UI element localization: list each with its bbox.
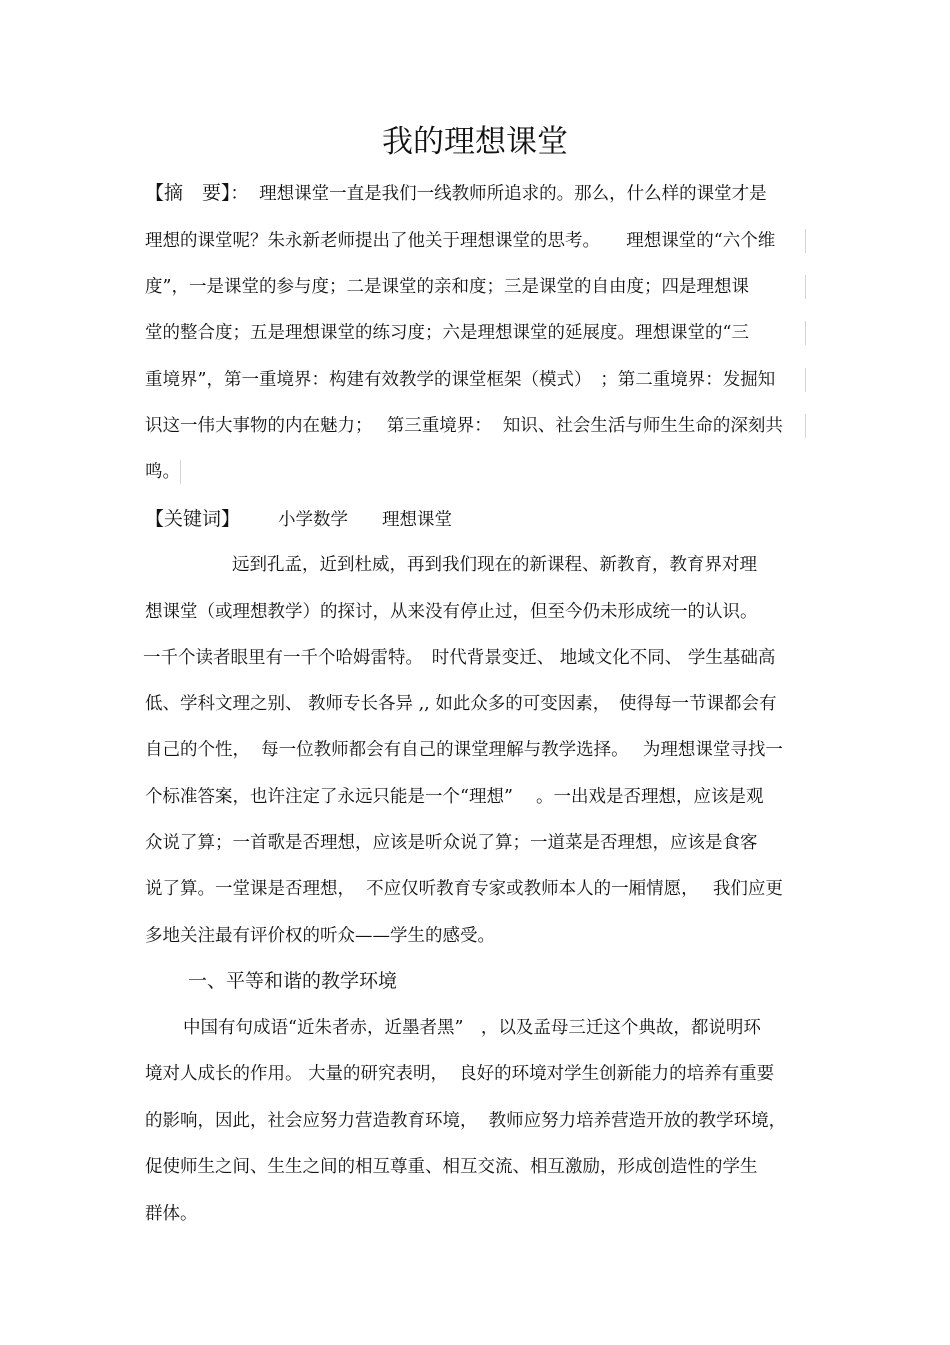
section-line-5: 群体。 [145, 1204, 198, 1224]
section-line-3: 的影响，因此，社会应努力营造教育环境， 教师应努力培养营造开放的教学环境， [145, 1111, 787, 1131]
intro-line-6: 个标准答案，也许注定了永远只能是一个“理想” 。一出戏是否理想，应该是观 [145, 787, 764, 807]
section-line-2: 境对人成长的作用。 大量的研究表明， 良好的环境对学生创新能力的培养有重要 [145, 1064, 775, 1084]
intro-line-9: 多地关注最有评价权的听众——学生的感受。 [145, 926, 495, 946]
keyword-item: 小学数学 [278, 510, 349, 530]
section-line-1: 中国有句成语“近朱者赤，近墨者黑” ，以及孟母三迁这个典故，都说明环 [183, 1018, 761, 1038]
keyword-item: 理想课堂 [382, 510, 453, 530]
intro-line-5: 自己的个性， 每一位教师都会有自己的课堂理解与教学选择。 为理想课堂寻找一 [145, 740, 783, 760]
edge-mark [805, 275, 806, 299]
abstract-line-7: 鸣。 [145, 462, 180, 482]
keywords-line [145, 506, 452, 533]
abstract-line-3: 度”，一是课堂的参与度；二是课堂的亲和度；三是课堂的自由度；四是理想课 [145, 277, 749, 297]
intro-line-2: 想课堂（或理想教学）的探讨，从来没有停止过，但至今仍未形成统一的认识。 [145, 602, 758, 622]
abstract-line-2: 理想的课堂呢？朱永新老师提出了他关于理想课堂的思考。 理想课堂的“六个维 [145, 231, 776, 251]
abstract-line-4: 堂的整合度；五是理想课堂的练习度；六是理想课堂的延展度。理想课堂的“三 [145, 323, 749, 343]
section-heading: 一、平等和谐的教学环境 [188, 970, 398, 992]
edge-mark [805, 414, 806, 438]
keywords-label: 【关键词】 [145, 508, 241, 530]
intro-line-1: 远到孔孟，近到杜威，再到我们现在的新课程、新教育，教育界对理 [232, 555, 757, 575]
intro-line-3: 一千个读者眼里有一千个哈姆雷特。 时代背景变迁、 地域文化不同、 学生基础高 [143, 648, 776, 668]
abstract-line-5: 重境界”，第一重境界：构建有效教学的课堂框架（模式） ；第二重境界：发掘知 [145, 370, 776, 390]
edge-mark [180, 460, 181, 484]
intro-line-4: 低、学科文理之别、 教师专长各异 ,, 如此众多的可变因素， 使得每一节课都会有 [145, 694, 777, 714]
section-line-4: 促使师生之间、生生之间的相互尊重、相互交流、相互激励，形成创造性的学生 [145, 1157, 758, 1177]
document-title: 我的理想课堂 [382, 124, 568, 160]
intro-line-7: 众说了算；一首歌是否理想，应该是听众说了算；一道菜是否理想，应该是食客 [145, 833, 758, 853]
abstract-line-1 [145, 180, 767, 207]
abstract-line-6: 识这一伟大事物的内在魅力； 第三重境界： 知识、社会生活与师生生命的深刻共 [145, 416, 783, 436]
abstract-label: 【摘 要】 [145, 182, 231, 204]
edge-mark [805, 321, 806, 345]
intro-line-8: 说了算。一堂课是否理想， 不应仅听教育专家或教师本人的一厢情愿， 我们应更 [145, 879, 783, 899]
edge-mark [805, 368, 806, 392]
abstract-text: ： 理想课堂一直是我们一线教师所追求的。那么，什么样的课堂才是 [230, 184, 767, 204]
edge-mark [805, 229, 806, 253]
